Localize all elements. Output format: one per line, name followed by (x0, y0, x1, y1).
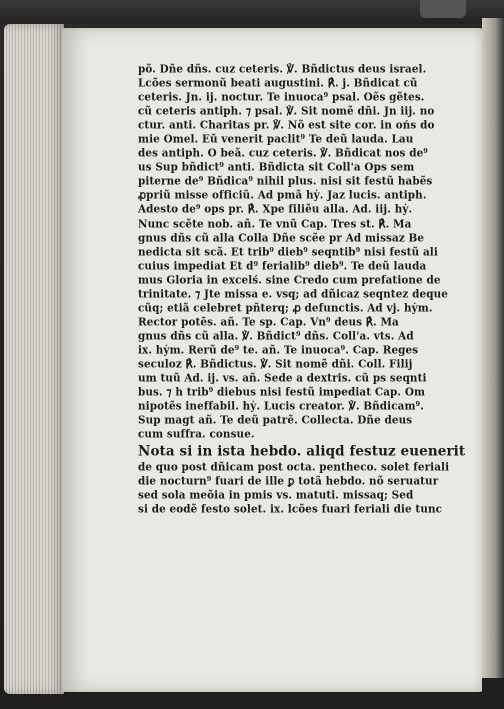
text-line: ceteris. Jn. ij. noctur. Te inuoca⁹ psal. Oẽs gẽtes. (138, 91, 425, 104)
book-clasp (420, 0, 466, 18)
text-line: cuius impediat Et d⁹ ferialib⁹ dieb⁹. Te deũ lauda (138, 259, 427, 273)
text-line: nipotẽs ineffabil. hẏ. Lucis creator. ℣. Bñdicam⁹. (138, 400, 424, 413)
text-line: nedicta sit scã. Et trib⁹ dieb⁹ seqntib⁹ nisi festũ ali (138, 245, 438, 259)
text-line: cũ ceteris antiph. ⁊ psal. ℣. Sit nomẽ dñi. Jn iij. no (138, 105, 435, 118)
text-line: seculoz ℟. Bñdictus. ℣. Sit nomẽ dñi. Coll. Filij (138, 358, 413, 371)
text-line: um tuũ Ad. ij. vs. añ. Sede a dextris. cũ ps seqnti (138, 372, 427, 385)
text-line: gnus dñs cũ alla Colla Dñe scẽe pr Ad missaz Be (138, 231, 425, 245)
text-line: sed sola meõia in pmis vs. matuti. missaq; Sed (138, 489, 414, 503)
text-line: ix. hẏm. Rerũ de⁹ te. añ. Te inuoca⁹. Cap. Reges (138, 343, 419, 357)
page-stack (4, 24, 64, 694)
text-block (138, 62, 474, 516)
text-line: si de eodẽ festo solet. ix. lcões fuari feriali die tunc (138, 503, 443, 517)
text-line: us Sup bñdict⁹ anti. Bñdicta sit Coll'a Ops sem (138, 161, 415, 174)
text-line: des antiph. O beã. cuz ceteris. ℣. Bñdicat nos de⁹ (138, 147, 428, 160)
section-heading-line: Nota si in ista hebdo. aliqd festuz euenerit (138, 443, 466, 461)
text-line: gnus dñs cũ alla. ℣. Bñdict⁹ dñs. Coll'a. vts. Ad (138, 329, 414, 343)
book-cover-top (0, 0, 504, 24)
text-line: cũq; etiã celebret pñterq; ꝓ defunctis. Ad vj. hẏm. (138, 301, 433, 315)
text-line: ꝓpriũ misse officiũ. Ad pmã hẏ. Jaz lucis. antiph. (138, 189, 427, 203)
text-line: ctur. anti. Charitas pr. ℣. Nõ est site cor. in ońs do (138, 119, 435, 132)
text-line: põ. Dñe dñs. cuz ceteris. ℣. Bñdictus deus israel. (138, 63, 427, 76)
text-line: Lcões sermonũ beati augustini. ℟. j. Bñdicat cũ (138, 77, 418, 90)
text-line: Rector potẽs. añ. Te sp. Cap. Vn⁹ deus ℟. Ma (138, 315, 399, 329)
text-line: Nunc scẽte nob. añ. Te vnũ Cap. Tres st. ℟. Ma (138, 217, 412, 231)
text-line: mus Gloria in excelś. sine Credo cum prefatione de (138, 273, 441, 287)
text-line: cum suffra. consue. (138, 428, 255, 441)
text-line: die nocturn⁹ fuari de ille ꝑ totã hebdo. nõ seruatur (138, 475, 439, 488)
text-line: Adesto de⁹ ops pr. ℟. Xpe filiẽu alla. Ad. iij. hẏ. (138, 203, 413, 217)
facing-page-edge (482, 18, 504, 678)
text-line: Sup magt añ. Te deũ patrẽ. Collecta. Dñe deus (138, 414, 413, 427)
text-line: trinitate. ⁊ Jte missa e. vsq; ad dñicaz seqntez deque (138, 287, 448, 301)
text-line: piterne de⁹ Bñdica⁹ nihil plus. nisi sit festũ habẽs (138, 175, 433, 189)
text-line: de quo post dñicam post octa. pentheco. solet feriali (138, 461, 450, 474)
text-line: bus. ⁊ h trib⁹ diebus nisi festũ impediat Cap. Om (138, 386, 426, 399)
text-line: mie Omel. Eũ venerit paclit⁹ Te deũ lauda. Lau (138, 133, 414, 146)
